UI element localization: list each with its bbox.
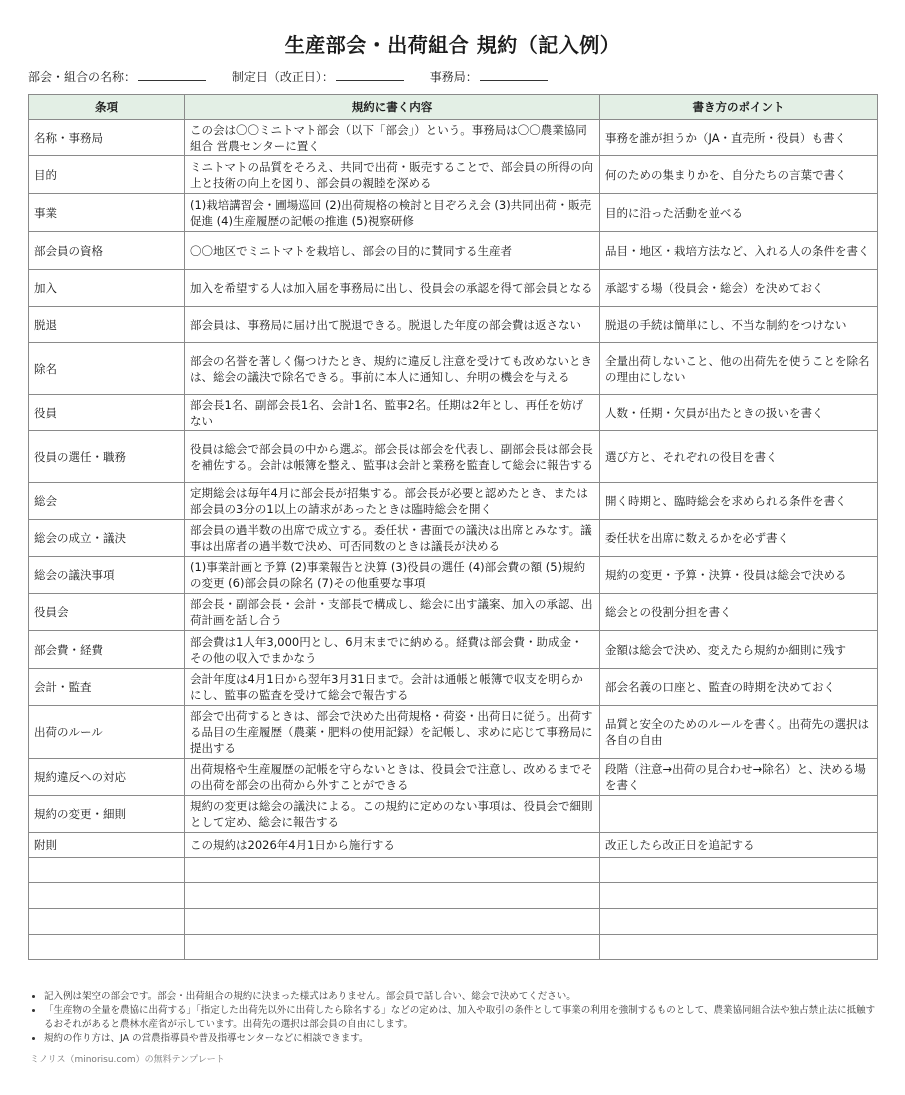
notes: [30, 990, 880, 1046]
cell-content: 部会長1名、副部会長1名、会計1名、監事2名。任期は2年とし、再任を妨げない: [185, 395, 600, 431]
cell-item: 除名: [29, 343, 185, 395]
cell-content: 部会で出荷するときは、部会で決めた出荷規格・荷姿・出荷日に従う。出荷する品目の生産履歴（農薬・肥料の使用記録）を記帳し、求めに応じて事務局に提出する: [185, 706, 600, 759]
cell-point: 脱退の手続は簡単にし、不当な制約をつけない: [600, 307, 878, 343]
table-row: [29, 395, 878, 431]
blank-cell[interactable]: [29, 858, 185, 883]
blank-cell[interactable]: [600, 935, 878, 960]
cell-point: 部会名義の口座と、監査の時期を決めておく: [600, 669, 878, 706]
table-row: [29, 156, 878, 194]
cell-item: 部会員の資格: [29, 232, 185, 270]
cell-content: 〇〇地区でミニトマトを栽培し、部会の目的に賛同する生産者: [185, 232, 600, 270]
office-blank[interactable]: [480, 68, 548, 81]
cell-item: 役員会: [29, 594, 185, 631]
cell-content: 役員は総会で部会員の中から選ぶ。部会長は部会を代表し、副部会長は部会長を補佐する。会計は帳簿を整え、監事は会計と業務を監査して総会に報告する: [185, 431, 600, 483]
cell-point: 何のための集まりかを、自分たちの言葉で書く: [600, 156, 878, 194]
blank-row: [29, 935, 878, 960]
cell-point: 委任状を出席に数えるかを必ず書く: [600, 520, 878, 557]
table-row: [29, 669, 878, 706]
cell-content: 加入を希望する人は加入届を事務局に出し、役員会の承認を得て部会員となる: [185, 270, 600, 307]
cell-point: 段階（注意→出荷の見合わせ→除名）と、決める場を書く: [600, 759, 878, 796]
office-label: 事務局：: [429, 70, 478, 84]
cell-point: 開く時期と、臨時総会を求められる条件を書く: [600, 483, 878, 520]
credit-text: ミノリス（minorisu.com）の無料テンプレート: [30, 1055, 225, 1065]
cell-point: 総会との役割分担を書く: [600, 594, 878, 631]
blank-row: [29, 883, 878, 909]
header-point: 書き方のポイント: [600, 95, 878, 120]
blank-cell[interactable]: [185, 858, 600, 883]
note-item: • 規約の作り方は、JA の営農指導員や普及指導センターなどに相談できます。: [44, 1032, 880, 1046]
cell-point: 規約の変更・予算・決算・役員は総会で決める: [600, 557, 878, 594]
table-row: [29, 431, 878, 483]
cell-content: 部会員は、事務局に届け出て脱退できる。脱退した年度の部会費は返さない: [185, 307, 600, 343]
table-row: [29, 120, 878, 156]
cell-point: 事務を誰が担うか（JA・直売所・役員）も書く: [600, 120, 878, 156]
table-row: [29, 796, 878, 833]
cell-point: 目的に沿った活動を並べる: [600, 194, 878, 232]
table-row: [29, 307, 878, 343]
table-body: [29, 120, 878, 960]
table-row: [29, 194, 878, 232]
table-row: [29, 232, 878, 270]
cell-item: 名称・事務局: [29, 120, 185, 156]
date-blank[interactable]: [336, 68, 404, 81]
cell-content: (1)栽培講習会・圃場巡回 (2)出荷規格の検討と目ぞろえ会 (3)共同出荷・販売促進 (4)生産履歴の記帳の推進 (5)視察研修: [185, 194, 600, 232]
table-row: [29, 759, 878, 796]
cell-point: 承認する場（役員会・総会）を決めておく: [600, 270, 878, 307]
cell-item: 事業: [29, 194, 185, 232]
cell-point: 選び方と、それぞれの役目を書く: [600, 431, 878, 483]
cell-item: 目的: [29, 156, 185, 194]
blank-cell[interactable]: [600, 883, 878, 909]
page-title: 生産部会・出荷組合 規約（記入例）: [284, 33, 621, 57]
cell-content: 定期総会は毎年4月に部会長が招集する。部会長が必要と認めたとき、または部会員の3分の1以上の請求があったときは臨時総会を開く: [185, 483, 600, 520]
table-row: [29, 343, 878, 395]
cell-point: 人数・任期・欠員が出たときの扱いを書く: [600, 395, 878, 431]
cell-item: 総会の議決事項: [29, 557, 185, 594]
cell-point: 品目・地区・栽培方法など、入れる人の条件を書く: [600, 232, 878, 270]
blank-cell[interactable]: [600, 858, 878, 883]
table-row: [29, 270, 878, 307]
cell-point: [600, 796, 878, 833]
blank-cell[interactable]: [29, 909, 185, 935]
cell-item: 役員: [29, 395, 185, 431]
blank-cell[interactable]: [29, 883, 185, 909]
table-row: [29, 520, 878, 557]
name-blank[interactable]: [138, 68, 206, 81]
cell-content: 規約の変更は総会の議決による。この規約に定めのない事項は、役員会で細則として定め、総会に報告する: [185, 796, 600, 833]
table-header-row: [29, 95, 878, 120]
blank-cell[interactable]: [185, 909, 600, 935]
table-row: [29, 594, 878, 631]
table-row: [29, 483, 878, 520]
table-row: [29, 706, 878, 759]
cell-content: この会は〇〇ミニトマト部会（以下「部会」）という。事務局は〇〇農業協同組合 営農センターに置く: [185, 120, 600, 156]
table-row: [29, 631, 878, 669]
cell-content: 部会長・副部会長・会計・支部長で構成し、総会に出す議案、加入の承認、出荷計画を話し合う: [185, 594, 600, 631]
cell-item: 附則: [29, 833, 185, 858]
cell-content: 会計年度は4月1日から翌年3月31日まで。会計は通帳と帳簿で収支を明らかにし、監事の監査を受けて総会で報告する: [185, 669, 600, 706]
office-field: [430, 68, 548, 85]
cell-content: 部会費は1人年3,000円とし、6月末までに納める。経費は部会費・助成金・その他の収入でまかなう: [185, 631, 600, 669]
cell-point: 全量出荷しないこと、他の出荷先を使うことを除名の理由にしない: [600, 343, 878, 395]
cell-content: 部会の名誉を著しく傷つけたとき、規約に違反し注意を受けても改めないときは、総会の議決で除名できる。事前に本人に通知し、弁明の機会を与える: [185, 343, 600, 395]
cell-item: 加入: [29, 270, 185, 307]
table-row: [29, 557, 878, 594]
header-item: 条項: [29, 95, 185, 120]
blank-cell[interactable]: [185, 883, 600, 909]
cell-item: 総会の成立・議決: [29, 520, 185, 557]
cell-item: 脱退: [29, 307, 185, 343]
cell-content: ミニトマトの品質をそろえ、共同で出荷・販売することで、部会員の所得の向上と技術の向上を図り、部会員の親睦を深める: [185, 156, 600, 194]
date-field: [232, 68, 404, 85]
cell-item: 役員の選任・職務: [29, 431, 185, 483]
cell-item: 規約違反への対応: [29, 759, 185, 796]
blank-row: [29, 909, 878, 935]
name-field: [28, 68, 206, 85]
notes-list: [30, 990, 880, 1046]
cell-content: 部会員の過半数の出席で成立する。委任状・書面での議決は出席とみなす。議事は出席者の過半数で決め、可否同数のときは議長が決める: [185, 520, 600, 557]
table-row: [29, 833, 878, 858]
cell-item: 総会: [29, 483, 185, 520]
cell-item: 規約の変更・細則: [29, 796, 185, 833]
cell-point: 金額は総会で決め、変えたら規約か細則に残す: [600, 631, 878, 669]
note-item: • 記入例は架空の部会です。部会・出荷組合の規約に決まった様式はありません。部会員で話し合い、総会で決めてください。: [44, 990, 880, 1004]
blank-cell[interactable]: [185, 935, 600, 960]
blank-cell[interactable]: [600, 909, 878, 935]
cell-item: 部会費・経費: [29, 631, 185, 669]
name-label: 部会・組合の名称：: [28, 70, 137, 84]
cell-content: 出荷規格や生産履歴の記帳を守らないときは、役員会で注意し、改めるまでその出荷を部会の出荷から外すことができる: [185, 759, 600, 796]
cell-item: 出荷のルール: [29, 706, 185, 759]
meta-fields: [28, 68, 888, 85]
rules-table: [28, 94, 878, 960]
header-content: 規約に書く内容: [185, 95, 600, 120]
blank-row: [29, 858, 878, 883]
cell-content: (1)事業計画と予算 (2)事業報告と決算 (3)役員の選任 (4)部会費の額 (5)規約の変更 (6)部会員の除名 (7)その他重要な事項: [185, 557, 600, 594]
date-label: 制定日（改正日）：: [231, 70, 334, 84]
cell-content: この規約は2026年4月1日から施行する: [185, 833, 600, 858]
cell-item: 会計・監査: [29, 669, 185, 706]
note-item: • 「生産物の全量を農協に出荷する」「指定した出荷先以外に出荷したら除名する」などの定めは、加入や取引の条件として事業の利用を強制するものとして、農業協同組合法や独占禁止法に抵触するおそれがあると農林水産省が示しています。出荷先の選択は部会員の自由にします。: [44, 1004, 880, 1032]
cell-point: 改正したら改正日を追記する: [600, 833, 878, 858]
blank-cell[interactable]: [29, 935, 185, 960]
cell-point: 品質と安全のためのルールを書く。出荷先の選択は各自の自由: [600, 706, 878, 759]
